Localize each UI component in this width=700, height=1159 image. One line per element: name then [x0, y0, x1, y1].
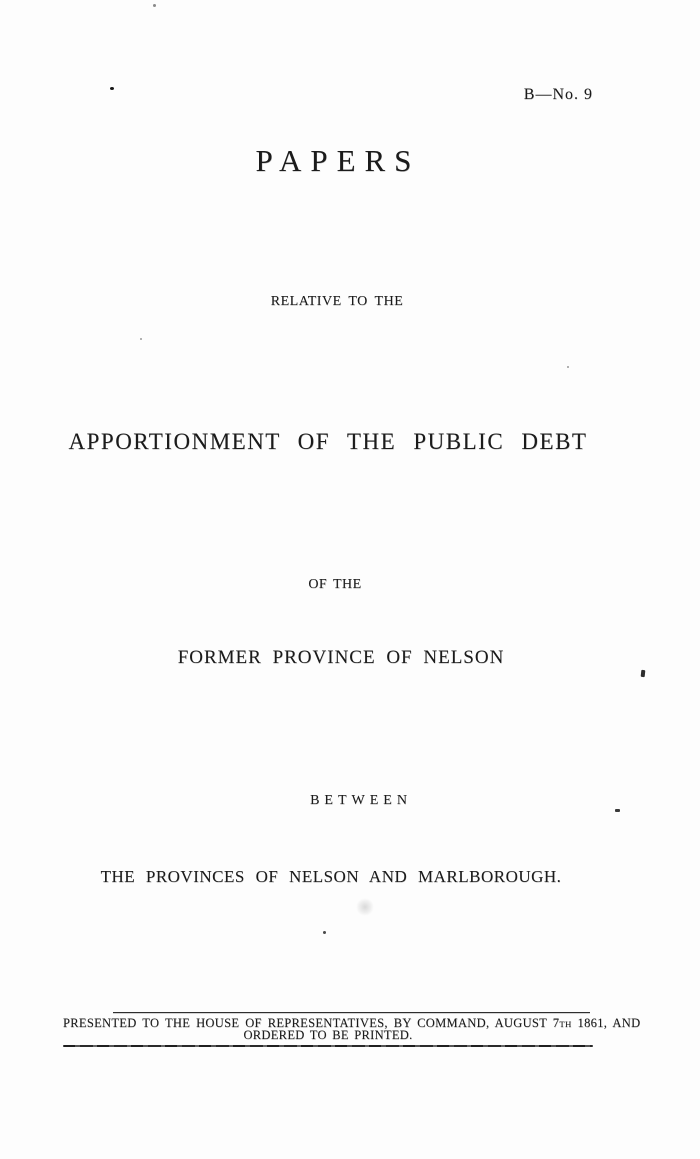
- footer-line1-tail: 1861, AND: [571, 1016, 641, 1030]
- parties-heading: THE PROVINCES OF NELSON AND MARLBOROUGH.: [100, 867, 562, 886]
- ink-speck: [153, 4, 156, 7]
- footer-line1-text: PRESENTED TO THE HOUSE OF REPRESENTATIVES, BY COMMAND, AUGUST 7: [63, 1016, 560, 1030]
- ink-speck: [615, 809, 620, 812]
- between-line: BETWEEN: [310, 793, 412, 808]
- of-the-line: OF THE: [308, 577, 362, 592]
- page-title: PAPERS: [255, 143, 421, 178]
- relative-to-the-line: RELATIVE TO THE: [270, 294, 404, 309]
- footer-bottom-rule: [63, 1045, 593, 1047]
- ink-speck: [567, 366, 569, 368]
- province-heading: FORMER PROVINCE OF NELSON: [177, 647, 505, 668]
- footer-top-rule: [113, 1012, 590, 1013]
- ink-smudge: [356, 898, 374, 916]
- footer-ordinal-suffix: TH: [559, 1019, 572, 1029]
- footer-ordered-line: ORDERED TO BE PRINTED.: [243, 1028, 413, 1042]
- document-number: B—No. 9: [523, 86, 593, 103]
- ink-speck: [641, 670, 646, 677]
- ink-speck: [140, 338, 142, 340]
- main-heading-apportionment: APPORTIONMENT OF THE PUBLIC DEBT: [68, 429, 588, 454]
- ink-speck: [110, 87, 114, 90]
- ink-speck: [323, 931, 326, 934]
